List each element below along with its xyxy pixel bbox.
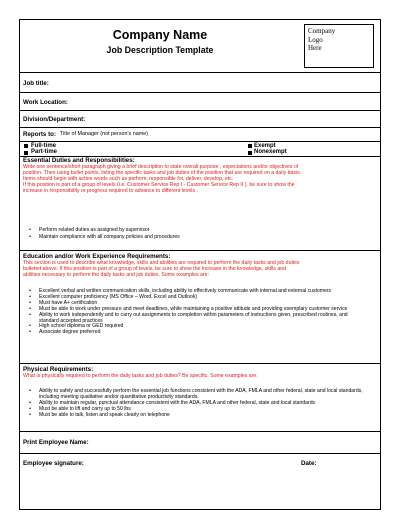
employee-signature-label: Employee signature: [23, 460, 84, 467]
list-item: • Excellent computer proficiency (MS Office – Word, Excel and Outlook) [23, 295, 368, 301]
list-item: • Associate degree preferred [23, 330, 368, 336]
instruction-line: What is physically required to perform the daily tasks and job duties? Be specific. Some examples are: [23, 373, 258, 379]
employment-type-row [20, 142, 380, 157]
company-name: Company Name [112, 28, 208, 42]
reports-to-label: Reports to: [23, 131, 56, 138]
signature-row[interactable] [20, 454, 380, 476]
instruction-line: If this position is part of a group of levels (i.e. Customer Service Rep I - Customer Service Rep II ), be sure to show the [23, 182, 295, 189]
full-time-checkbox[interactable] [24, 144, 28, 148]
reports-to-row[interactable] [20, 128, 380, 142]
list-item: • Ability to safely and successfully perform the essential job functions consistent with the ADA, FMLA and other federal, state and local standards, including meeting qualitative and/or quantitative productivity standards. [23, 389, 368, 401]
list-item: • Excellent verbal and written communication skills, including ability to effectively communicate with internal and external customers [23, 289, 368, 295]
exempt-label: Exempt [254, 142, 276, 149]
instruction-line: bulleted above. If this position is part of a group of levels, be sure to show the increase in the knowledge, skills and [23, 266, 286, 273]
duties-section [20, 157, 380, 251]
nonexempt-label: Nonexempt [254, 149, 287, 155]
date-label: Date: [301, 460, 317, 467]
print-name-label: Print Employee Name: [23, 439, 89, 446]
exempt-checkbox[interactable] [248, 144, 252, 148]
list-item: • Perform related duties as assigned by supervisor [23, 228, 377, 234]
education-heading: Education and/or Work Experience Requirements: [23, 253, 171, 260]
print-name-row[interactable] [20, 432, 380, 454]
education-section [20, 251, 380, 364]
physical-section [20, 364, 380, 432]
duties-instructions [23, 164, 377, 194]
list-item: • High school diploma or GED required [23, 324, 368, 330]
instruction-line: position. Then using bullet points, listing the specific tasks and job duties of the position that are required on a daily basis. [23, 170, 302, 177]
list-item: • Maintain compliance with all company policies and procedures [23, 235, 377, 241]
list-item: • Ability to maintain regular, punctual attendance consistent with the ADA, FMLA and other federal, state and local standards [23, 401, 368, 407]
template-title: Job Description Template [106, 45, 214, 55]
nonexempt-checkbox[interactable] [248, 151, 252, 155]
work-location-label: Work Location: [23, 99, 68, 106]
instruction-line: Write one sentence/short paragraph giving a brief description to state overall purpose , expectations and/or objectives of [23, 164, 299, 170]
instruction-line: Items should begin with action words such as perform, responsible for, deliver, develop, etc. [23, 176, 234, 183]
work-location-row[interactable] [20, 93, 380, 111]
education-instructions [23, 260, 377, 278]
list-item: • Must be able to talk, listen and speak clearly on telephone [23, 413, 368, 419]
logo-line: Logo [308, 35, 323, 44]
header [20, 20, 380, 73]
instruction-line: increase in responsibility or progress required to advance to different levels . [23, 188, 198, 195]
job-title-row[interactable] [20, 73, 380, 93]
division-row[interactable] [20, 111, 380, 128]
list-item: • Must be able to lift and carry up to 50 lbs [23, 407, 368, 413]
job-title-label: Job title: [23, 80, 49, 87]
full-time-label: Full-time [31, 142, 56, 149]
list-item: • Ability to work independently and to carry out assignments to completion within parameters of instructions given, prescribed routines, and standard accepted practices [23, 313, 368, 325]
part-time-label: Part-time [31, 149, 58, 155]
duties-list [23, 228, 377, 241]
job-description-form [19, 19, 381, 510]
reports-to-value: Title of Manager (not person's name) [60, 131, 149, 137]
logo-line: Company [308, 27, 336, 35]
instruction-line: This section is used to describe what knowledge, skills and abilities are required to perform the daily tasks and job duties [23, 260, 300, 266]
logo-line: Here [308, 44, 322, 52]
physical-list [23, 389, 368, 419]
physical-heading: Physical Requirements: [23, 366, 94, 373]
list-item: • Must have A+ certification [23, 301, 368, 307]
instruction-line: abilities necessary to perform the daily tasks and job duties. Some examples are: [23, 272, 209, 279]
part-time-checkbox[interactable] [24, 151, 28, 155]
logo-placeholder [304, 24, 374, 68]
physical-instructions [23, 373, 377, 379]
list-item: • Must be able to work under pressure and meet deadlines, while maintaining a positive attitude and providing exemplary customer service [23, 307, 368, 313]
education-list [23, 289, 368, 336]
duties-heading: Essential Duties and Responsibilities: [23, 157, 135, 164]
division-label: Division/Department: [23, 116, 86, 123]
